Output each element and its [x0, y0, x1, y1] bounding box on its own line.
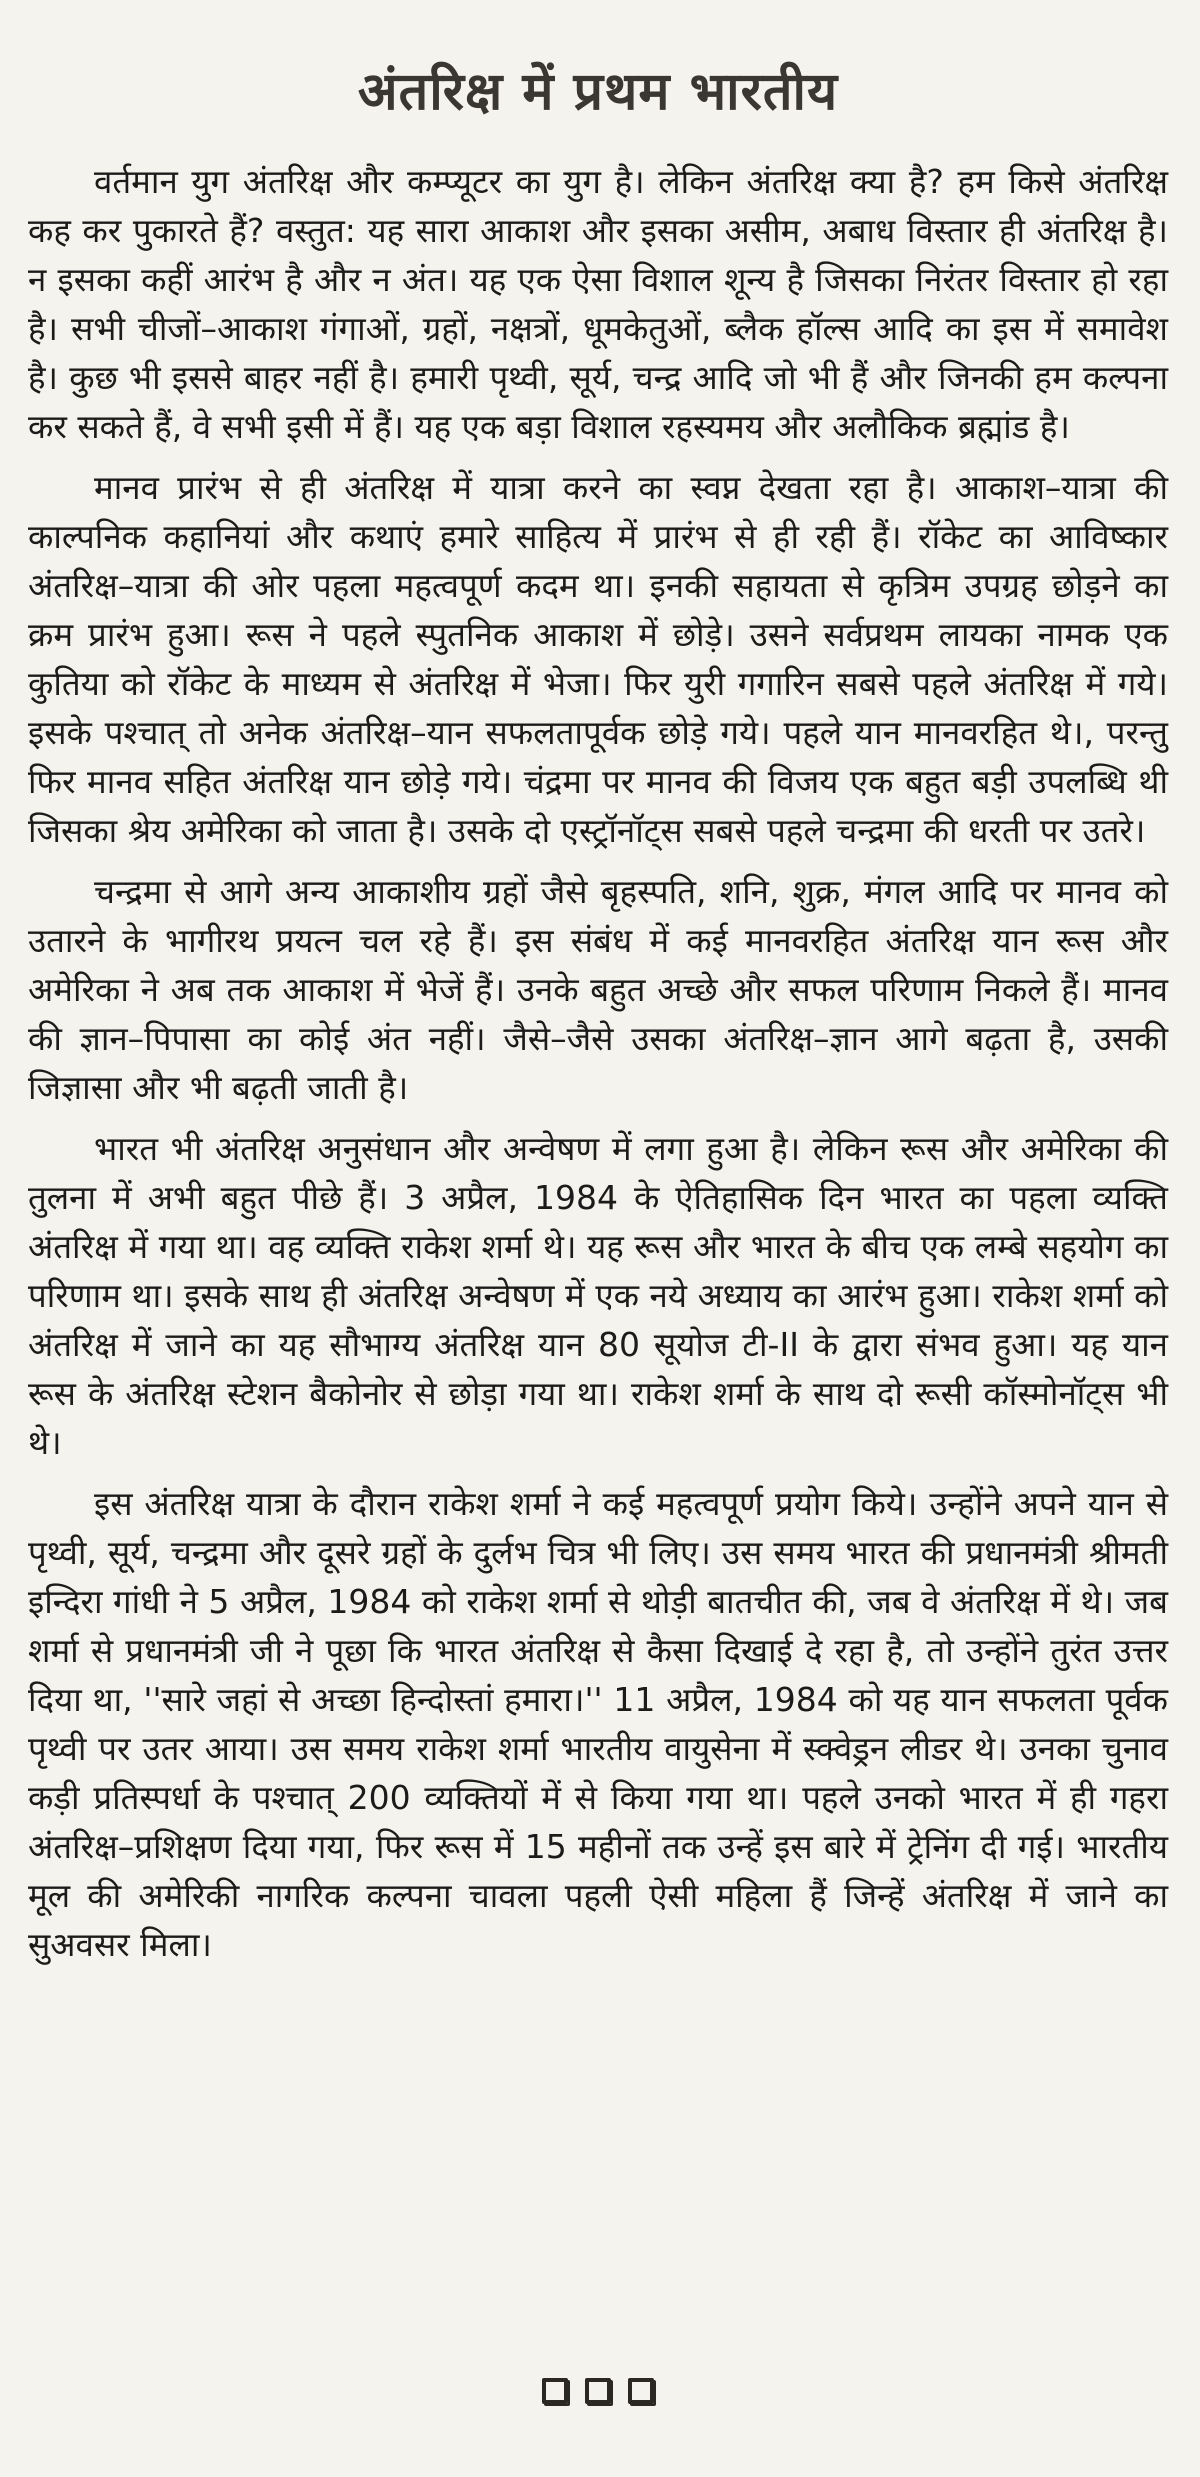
paragraph: मानव प्रारंभ से ही अंतरिक्ष में यात्रा करने का स्वप्न देखता रहा है। आकाश–यात्रा की काल्पनिक कहानियां और कथाएं हमारे साहित्य में प्रारंभ से ही रही हैं। रॉकेट का आविष्कार अंतरिक्ष–यात्रा की ओर पहला महत्वपूर्ण कदम था। इनकी सहायता से कृत्रिम उपग्रह छोड़ने का क्रम प्रारंभ हुआ। रूस ने पहले स्पुतनिक आकाश में छोड़े। उसने सर्वप्रथम लायका नामक एक कुतिया को रॉकेट के माध्यम से अंतरिक्ष में भेजा। फिर युरी गगारिन सबसे पहले अंतरिक्ष में गये। इसके पश्चात् तो अनेक अंतरिक्ष–यान सफलतापूर्वक छोड़े गये। पहले यान मानवरहित थे।, परन्तु फिर मानव सहित अंतरिक्ष यान छोड़े गये। चंद्रमा पर मानव की विजय एक बहुत बड़ी उपलब्धि थी जिसका श्रेय अमेरिका को जाता है। उसके दो एस्ट्रॉनॉट्स सबसे पहले चन्द्रमा की धरती पर उतरे। [28, 468, 1168, 850]
page-title: अंतरिक्ष में प्रथम भारतीय [357, 62, 839, 122]
paragraph: इस अंतरिक्ष यात्रा के दौरान राकेश शर्मा ने कई महत्वपूर्ण प्रयोग किये। उन्होंने अपने यान से पृथ्वी, सूर्य, चन्द्रमा और दूसरे ग्रहों के दुर्लभ चित्र भी लिए। उस समय भारत की प्रधानमंत्री श्रीमती इन्दिरा गांधी ने 5 अप्रैल, 1984 को राकेश शर्मा से थोड़ी बातचीत की, जब वे अंतरिक्ष में थे। जब शर्मा से प्रधानमंत्री जी ने पूछा कि भारत अंतरिक्ष से कैसा दिखाई दे रहा है, तो उन्होंने तुरंत उत्तर दिया था, ''सारे जहां से अच्छा हिन्दोस्तां हमारा।'' 11 अप्रैल, 1984 को यह यान सफलता पूर्वक पृथ्वी पर उतर आया। उस समय राकेश शर्मा भारतीय वायुसेना में स्क्वेड्रन लीडर थे। उनका चुनाव कड़ी प्रतिस्पर्धा के पश्चात् 200 व्यक्तियों में से किया गया था। पहले उनको भारत में ही गहरा अंतरिक्ष–प्रशिक्षण दिया गया, फिर रूस में 15 महीनों तक उन्हें इस बारे में ट्रेनिंग दी गई। भारतीय मूल की अमेरिकी नागरिक कल्पना चावला पहली ऐसी महिला हैं जिन्हें अंतरिक्ष में जाने का सुअवसर मिला। [28, 1484, 1168, 1964]
end-square-icon [542, 2378, 568, 2404]
end-of-article-marker [28, 2378, 1168, 2408]
essay-body [28, 157, 1168, 1969]
end-square-icon [585, 2378, 611, 2404]
document-page [28, 0, 1168, 2477]
paragraph: चन्द्रमा से आगे अन्य आकाशीय ग्रहों जैसे बृहस्पति, शनि, शुक्र, मंगल आदि पर मानव को उतारने के भागीरथ प्रयत्न चल रहे हैं। इस संबंध में कई मानवरहित अंतरिक्ष यान रूस और अमेरिका ने अब तक आकाश में भेजें हैं। उनके बहुत अच्छे और सफल परिणाम निकले हैं। मानव की ज्ञान–पिपासा का कोई अंत नहीं। जैसे–जैसे उसका अंतरिक्ष–ज्ञान आगे बढ़ता है, उसकी जिज्ञासा और भी बढ़ती जाती है। [28, 872, 1168, 1107]
paragraph: भारत भी अंतरिक्ष अनुसंधान और अन्वेषण में लगा हुआ है। लेकिन रूस और अमेरिका की तुलना में अभी बहुत पीछे हैं। 3 अप्रैल, 1984 के ऐतिहासिक दिन भारत का पहला व्यक्ति अंतरिक्ष में गया था। वह व्यक्ति राकेश शर्मा थे। यह रूस और भारत के बीच एक लम्बे सहयोग का परिणाम था। इसके साथ ही अंतरिक्ष अन्वेषण में एक नये अध्याय का आरंभ हुआ। राकेश शर्मा को अंतरिक्ष में जाने का यह सौभाग्य अंतरिक्ष यान 80 सूयोज टी-II के द्वारा संभव हुआ। यह यान रूस के अंतरिक्ष स्टेशन बैकोनोर से छोड़ा गया था। राकेश शर्मा के साथ दो रूसी कॉस्मोनॉट्स भी थे। [28, 1129, 1168, 1462]
paragraph: वर्तमान युग अंतरिक्ष और कम्प्यूटर का युग है। लेकिन अंतरिक्ष क्या है? हम किसे अंतरिक्ष कह कर पुकारते हैं? वस्तुत: यह सारा आकाश और इसका असीम, अबाध विस्तार ही अंतरिक्ष है। न इसका कहीं आरंभ है और न अंत। यह एक ऐसा विशाल शून्य है जिसका निरंतर विस्तार हो रहा है। सभी चीजों–आकाश गंगाओं, ग्रहों, नक्षत्रों, धूमकेतुओं, ब्लैक हॉल्स आदि का इस में समावेश है। कुछ भी इससे बाहर नहीं है। हमारी पृथ्वी, सूर्य, चन्द्र आदि जो भी हैं और जिनकी हम कल्पना कर सकते हैं, वे सभी इसी में हैं। यह एक बड़ा विशाल रहस्यमय और अलौकिक ब्रह्मांड है। [28, 162, 1168, 446]
end-square-icon [628, 2378, 654, 2404]
